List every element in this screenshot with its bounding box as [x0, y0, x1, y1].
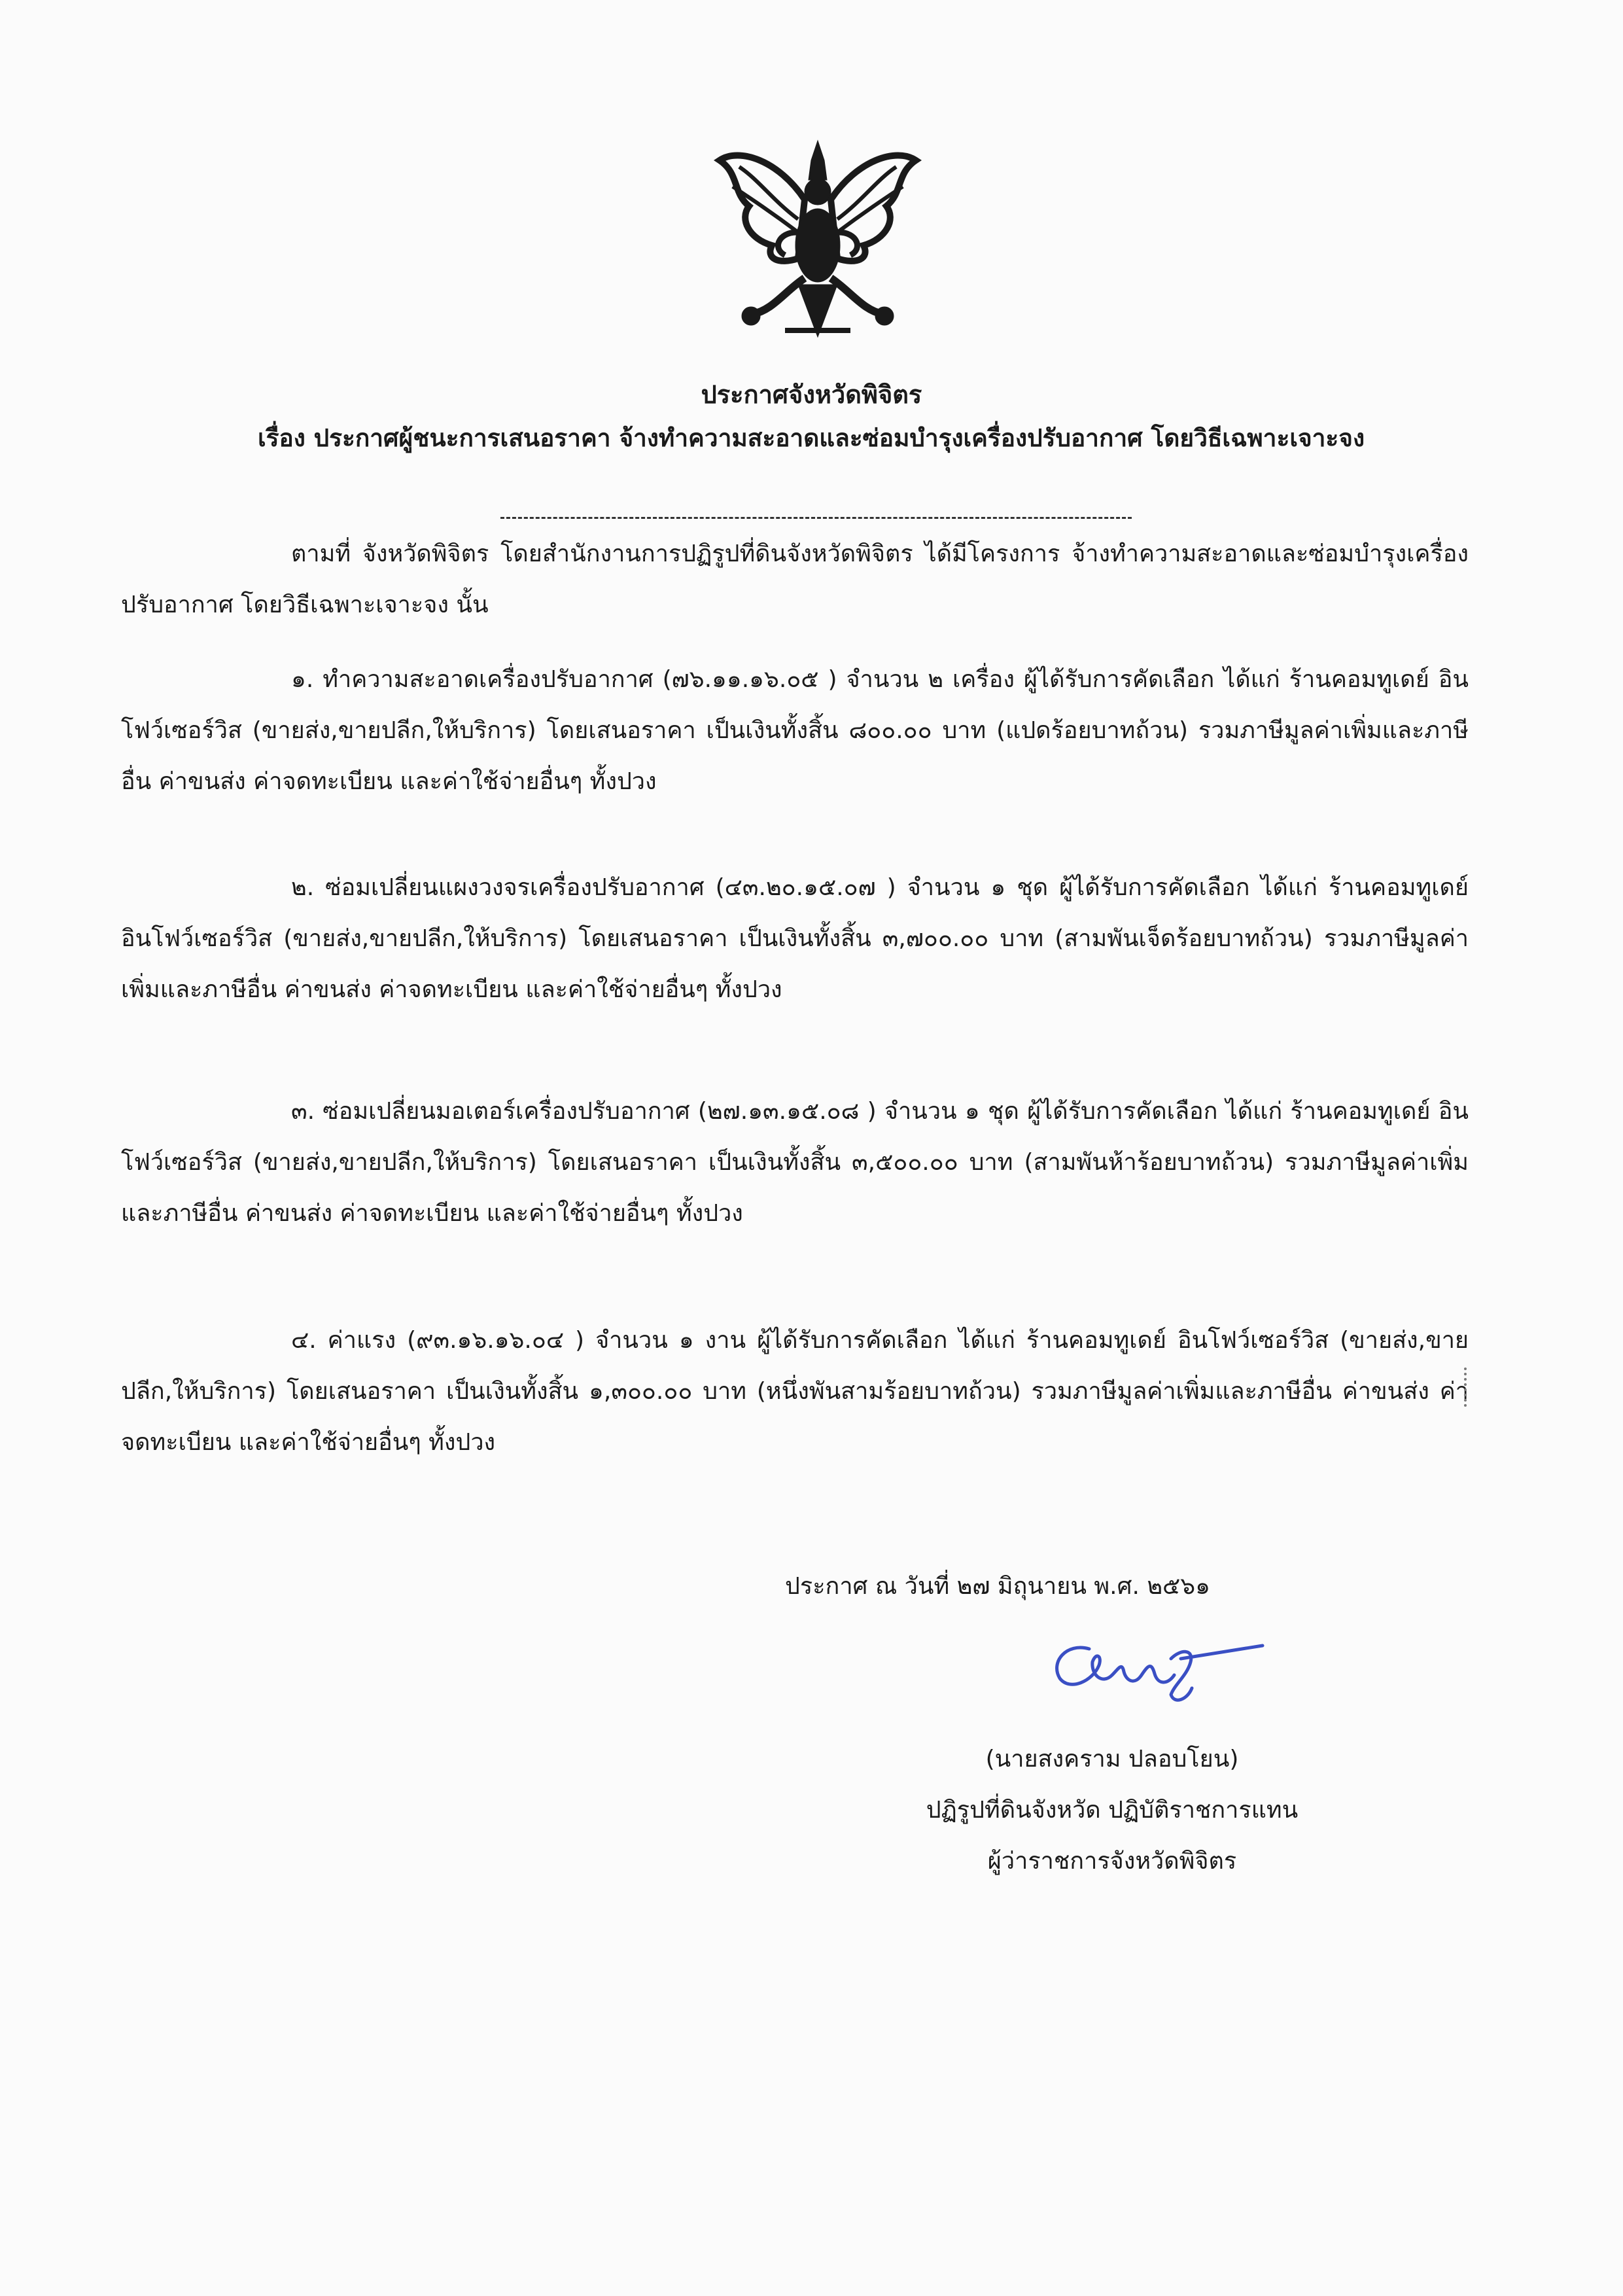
divider: [500, 517, 1132, 519]
margin-mark: [1464, 1368, 1471, 1407]
signer-name: (นายสงคราม ปลอบโยน): [985, 1746, 1239, 1773]
list-item: ๒. ซ่อมเปลี่ยนแผงวงจรเครื่องปรับอากาศ (๔๓.๒๐.๑๕.๐๗ ) จำนวน ๑ ชุด ผู้ได้รับการคัดเลือก ได้แก่ ร้านคอมทูเดย์ อินโฟว์เซอร์วิส (ขายส่ง,ขายปลีก,ให้บริการ) โดยเสนอราคา เป็นเงินทั้งสิ้น ๓,๗๐๐.๐๐ บาท (สามพันเจ็ดร้อยบาทถ้วน) รวมภาษีมูลค่าเพิ่มและภาษีอื่น ค่าขนส่ง ค่าจดทะเบียน และค่าใช้จ่ายอื่นๆ ทั้งปวง: [121, 874, 1469, 1003]
document-title: ประกาศจังหวัดพิจิตร: [701, 380, 922, 409]
handwritten-signature: [1040, 1623, 1276, 1708]
signer-office: ผู้ว่าราชการจังหวัดพิจิตร: [987, 1848, 1237, 1875]
garuda-emblem-icon: [713, 134, 922, 350]
list-item: ๔. ค่าแรง (๙๓.๑๖.๑๖.๐๔ ) จำนวน ๑ งาน ผู้ได้รับการคัดเลือก ได้แก่ ร้านคอมทูเดย์ อินโฟว์เซอร์วิส (ขายส่ง,ขายปลีก,ให้บริการ) โดยเสนอราคา เป็นเงินทั้งสิ้น ๑,๓๐๐.๐๐ บาท (หนึ่งพันสามร้อยบาทถ้วน) รวมภาษีมูลค่าเพิ่มและภาษีอื่น ค่าขนส่ง ค่าจดทะเบียน และค่าใช้จ่ายอื่นๆ ทั้งปวง: [121, 1327, 1469, 1456]
document-subject: เรื่อง ประกาศผู้ชนะการเสนอราคา จ้างทำความสะอาดและซ่อมบำรุงเครื่องปรับอากาศ โดยวิธีเฉพาะเจาะจง: [257, 424, 1365, 452]
signature-block: [850, 1734, 1374, 1887]
signer-position: ปฏิรูปที่ดินจังหวัด ปฏิบัติราชการแทน: [926, 1797, 1299, 1824]
list-item: ๓. ซ่อมเปลี่ยนมอเตอร์เครื่องปรับอากาศ (๒๗.๑๓.๑๕.๐๘ ) จำนวน ๑ ชุด ผู้ได้รับการคัดเลือก ได้แก่ ร้านคอมทูเดย์ อินโฟว์เซอร์วิส (ขายส่ง,ขายปลีก,ให้บริการ) โดยเสนอราคา เป็นเงินทั้งสิ้น ๓,๕๐๐.๐๐ บาท (สามพันห้าร้อยบาทถ้วน) รวมภาษีมูลค่าเพิ่มและภาษีอื่น ค่าขนส่ง ค่าจดทะเบียน และค่าใช้จ่ายอื่นๆ ทั้งปวง: [121, 1098, 1469, 1227]
announcement-date: ประกาศ ณ วันที่ ๒๗ มิถุนายน พ.ศ. ๒๕๖๑: [785, 1573, 1211, 1600]
intro-paragraph: ตามที่ จังหวัดพิจิตร โดยสำนักงานการปฏิรูปที่ดินจังหวัดพิจิตร ได้มีโครงการ จ้างทำความสะอาดและซ่อมบำรุงเครื่องปรับอากาศ โดยวิธีเฉพาะเจาะจง นั้น: [121, 540, 1469, 618]
list-item: ๑. ทำความสะอาดเครื่องปรับอากาศ (๗๖.๑๑.๑๖.๐๕ ) จำนวน ๒ เครื่อง ผู้ได้รับการคัดเลือก ได้แก่ ร้านคอมทูเดย์ อินโฟว์เซอร์วิส (ขายส่ง,ขายปลีก,ให้บริการ) โดยเสนอราคา เป็นเงินทั้งสิ้น ๘๐๐.๐๐ บาท (แปดร้อยบาทถ้วน) รวมภาษีมูลค่าเพิ่มและภาษีอื่น ค่าขนส่ง ค่าจดทะเบียน และค่าใช้จ่ายอื่นๆ ทั้งปวง: [121, 666, 1469, 795]
